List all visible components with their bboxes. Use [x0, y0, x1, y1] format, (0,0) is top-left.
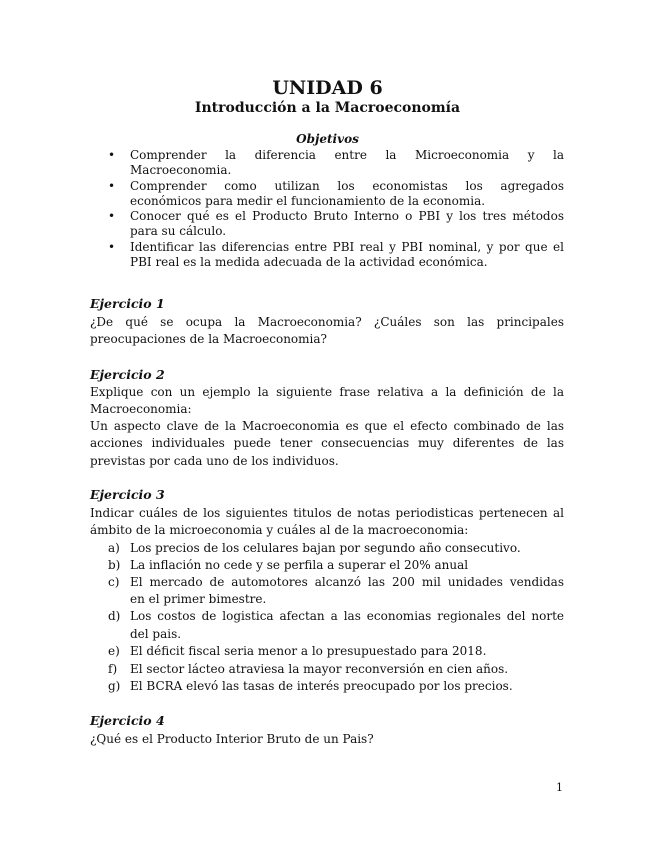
headline-item: Los costos de logistica afectan a las economias regionales del norte	[130, 609, 564, 623]
headline-item: La inflación no cede y se perfila a superar el 20% anual	[130, 558, 469, 572]
objectives-heading: Objetivos	[296, 132, 359, 146]
ex2-text: Macroeconomia:	[90, 402, 192, 416]
objective-line: para su cálculo.	[130, 224, 227, 238]
ex1-text: preocupaciones de la Macroeconomia?	[90, 332, 327, 346]
objective-line: PBI real es la medida adecuada de la actividad económica.	[130, 255, 488, 269]
headline-item: en el primer bimestre.	[130, 592, 267, 606]
ex2-text: acciones individuales puede tener consecuencias muy diferentes de las	[90, 436, 564, 450]
headline-item: El mercado de automotores alcanzó las 200 mil unidades vendidas	[130, 575, 564, 589]
ex3-text: ámbito de la microeconomia y cuáles al de la macroeconomia:	[90, 523, 469, 537]
bullet-icon: •	[108, 148, 116, 162]
exercise-heading: Ejercicio 3	[90, 487, 165, 502]
headline-item: El BCRA elevó las tasas de interés preocupado por los precios.	[130, 679, 513, 693]
ex2-text: Un aspecto clave de la Macroeconomia es que el efecto combinado de las	[90, 419, 564, 433]
list-marker: f)	[108, 662, 118, 676]
page-subtitle: Introducción a la Macroeconomía	[194, 100, 461, 116]
list-marker: a)	[108, 541, 120, 555]
headline-item: del pais.	[130, 627, 182, 641]
exercise-heading: Ejercicio 2	[90, 367, 165, 382]
objective-line: económicos para medir el funcionamiento de la economia.	[130, 194, 486, 208]
objective-line: Conocer qué es el Producto Bruto Interno o PBI y los tres métodos	[130, 209, 564, 223]
bullet-icon: •	[108, 179, 116, 193]
objective-line: Comprender la diferencia entre la Microeconomia y la	[130, 148, 564, 162]
ex2-text: previstas por cada uno de los individuos.	[90, 454, 339, 468]
ex1-text: ¿De qué se ocupa la Macroeconomia? ¿Cuáles son las principales	[90, 315, 564, 329]
bullet-icon: •	[108, 240, 116, 254]
ex3-text: Indicar cuáles de los siguientes titulos de notas periodisticas pertenecen al	[90, 506, 564, 520]
list-marker: b)	[108, 558, 121, 572]
list-marker: d)	[108, 609, 121, 623]
page-title: UNIDAD 6	[272, 77, 383, 99]
headline-item: El sector lácteo atraviesa la mayor reconversión en cien años.	[130, 662, 509, 676]
list-marker: c)	[108, 575, 120, 589]
bullet-icon: •	[108, 209, 116, 223]
ex4-text: ¿Qué es el Producto Interior Bruto de un Pais?	[90, 732, 374, 746]
headline-item: El déficit fiscal seria menor a lo presupuestado para 2018.	[130, 644, 487, 658]
objective-line: Macroeconomia.	[130, 163, 232, 177]
exercise-heading: Ejercicio 4	[90, 713, 165, 728]
headline-item: Los precios de los celulares bajan por segundo año consecutivo.	[130, 541, 521, 555]
page-number: 1	[556, 781, 563, 794]
objective-line: Comprender como utilizan los economistas los agregados	[130, 179, 564, 193]
list-marker: g)	[108, 679, 121, 693]
list-marker: e)	[108, 644, 120, 658]
objective-line: Identificar las diferencias entre PBI real y PBI nominal, y por que el	[130, 240, 564, 254]
ex2-text: Explique con un ejemplo la siguiente frase relativa a la definición de la	[90, 385, 564, 399]
exercise-heading: Ejercicio 1	[90, 296, 165, 311]
